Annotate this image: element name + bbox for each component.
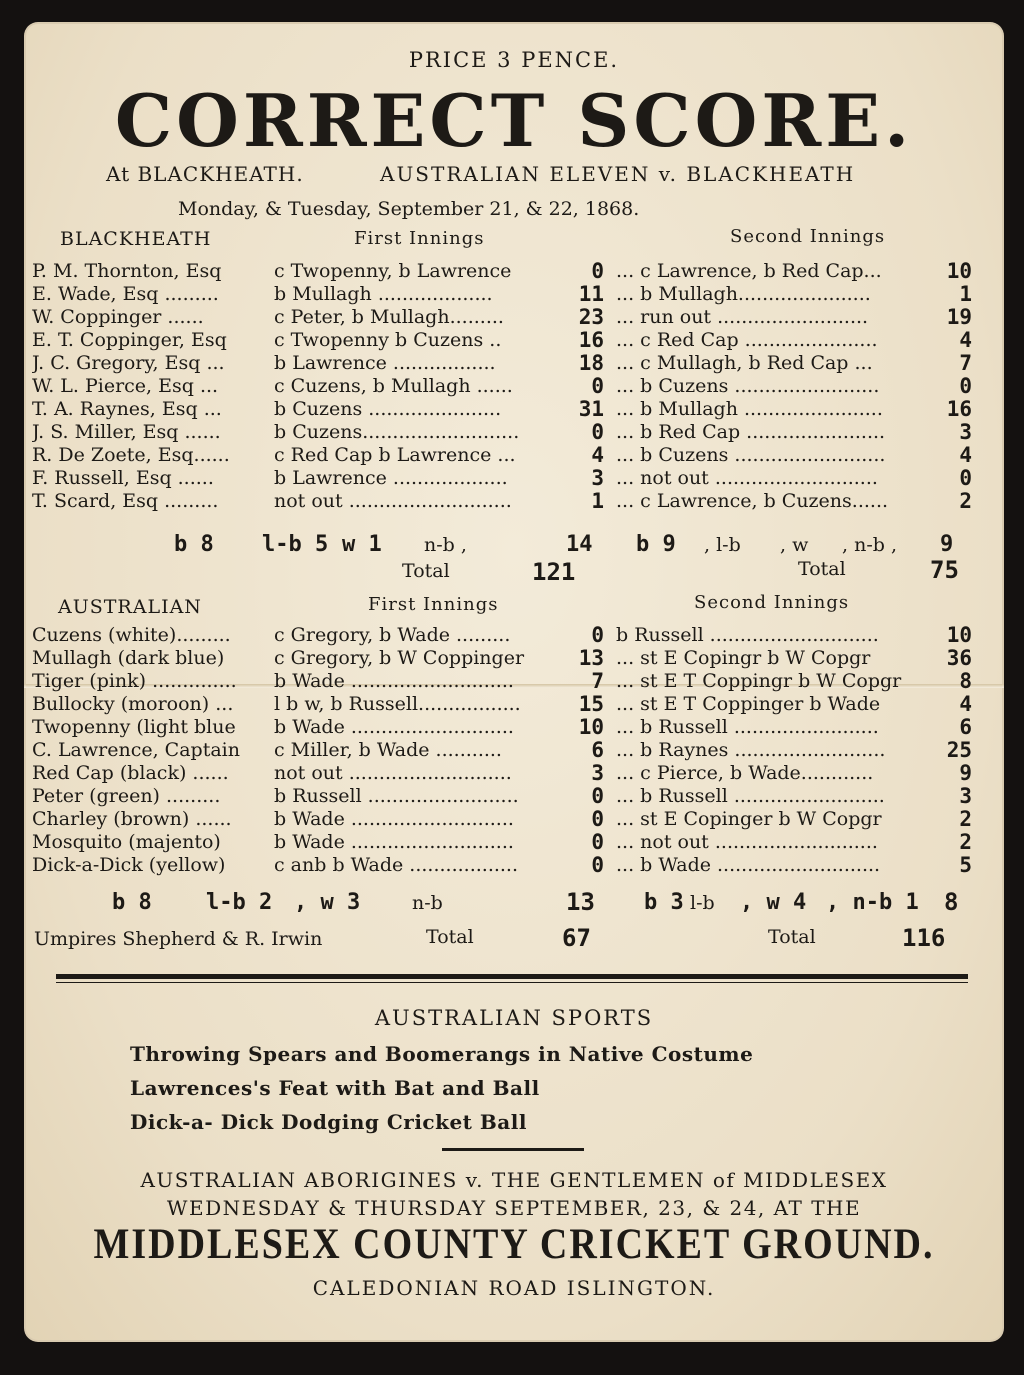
table-row [24,306,1004,329]
table-row [24,808,1004,831]
umpires-line: Umpires Shepherd & R. Irwin [34,928,323,950]
player-name: F. Russell, Esq ...... [32,467,214,489]
dismissal-first: b Wade ........................... [274,716,514,738]
table-row [24,283,1004,306]
aus-total-label-second: Total [768,926,816,948]
runs-second: 3 [959,421,972,444]
runs-first: 0 [591,785,604,808]
runs-first: 16 [578,329,604,352]
runs-second: 25 [946,739,972,762]
dismissal-first: b Mullagh ................... [274,283,493,305]
runs-second: 1 [959,283,972,306]
runs-second: 36 [946,647,972,670]
aus-extras-total-first: 13 [566,888,595,916]
second-innings-heading: Second Innings [730,226,886,247]
dismissal-first: c anb b Wade .................. [274,854,519,876]
runs-first: 0 [591,624,604,647]
runs-second: 0 [959,375,972,398]
dismissal-second: b Russell ............................ [616,624,879,646]
sport-item: Dick-a- Dick Dodging Cricket Ball [130,1110,527,1134]
player-name: Twopenny (light blue [32,716,236,738]
table-row [24,670,1004,693]
player-name: W. Coppinger ...... [32,306,204,328]
table-row [24,444,1004,467]
runs-second: 16 [946,398,972,421]
dismissal-first: b Cuzens.......................... [274,421,520,443]
sport-item: Lawrences's Feat with Bat and Ball [130,1076,540,1100]
dismissal-second: ... not out ........................... [616,467,878,489]
next-match-dates: WEDNESDAY & THURSDAY SEPTEMBER, 23, & 24, AT THE [166,1196,862,1220]
divider-thick [56,974,968,979]
australian-total-first: 67 [562,924,591,952]
dismissal-second: ... c Lawrence, b Cuzens...... [616,490,889,512]
dismissal-first: b Wade ........................... [274,831,514,853]
runs-second: 2 [959,490,972,513]
runs-first: 3 [591,467,604,490]
divider-short [442,1148,584,1151]
dismissal-first: b Cuzens ...................... [274,398,502,420]
player-name: W. L. Pierce, Esq ... [32,375,219,397]
dismissal-first: c Twopenny b Cuzens .. [274,329,502,351]
runs-first: 18 [578,352,604,375]
dismissal-first: not out ........................... [274,762,512,784]
table-row [24,421,1004,444]
player-name: P. M. Thornton, Esq [32,260,222,282]
extras-legbyes: l-b 5 [262,532,329,557]
runs-second: 5 [959,854,972,877]
runs-second: 4 [959,444,972,467]
table-row [24,375,1004,398]
runs-first: 0 [591,808,604,831]
dismissal-second: ... run out ......................... [616,306,869,328]
runs-first: 1 [591,490,604,513]
blackheath-total-second: 75 [930,556,959,584]
runs-first: 0 [591,831,604,854]
player-name: Bullocky (moroon) ... [32,693,234,715]
runs-second: 19 [946,306,972,329]
dismissal-first: l b w, b Russell................. [274,693,521,715]
main-title: CORRECT SCORE. [114,78,914,163]
aus-extras2-legbyes: l-b [690,892,715,914]
australian-total-second: 116 [902,924,946,952]
second-innings-heading-aus: Second Innings [694,592,850,613]
dismissal-second: ... b Cuzens ......................... [616,444,886,466]
dismissal-second: ... b Wade ........................... [616,854,881,876]
dismissal-second: ... st E Copinger b W Copgr [616,808,882,830]
runs-second: 2 [959,808,972,831]
table-row [24,352,1004,375]
player-name: R. De Zoete, Esq...... [32,444,230,466]
table-row [24,624,1004,647]
player-name: J. C. Gregory, Esq ... [32,352,225,374]
match-line: AUSTRALIAN ELEVEN v. BLACKHEATH [380,162,856,186]
player-name: J. S. Miller, Esq ...... [32,421,221,443]
dismissal-first: c Twopenny, b Lawrence [274,260,512,282]
table-row [24,647,1004,670]
runs-first: 0 [591,375,604,398]
table-row [24,716,1004,739]
ground-address: CALEDONIAN ROAD ISLINGTON. [312,1276,716,1300]
runs-second: 9 [959,762,972,785]
price-line: PRICE 3 PENCE. [408,48,620,72]
aus-extras-noballs: n-b [412,892,443,914]
dismissal-second: ... c Red Cap ...................... [616,329,878,351]
dismissal-first: b Lawrence ................... [274,467,508,489]
extras-total-first: 14 [566,532,593,557]
runs-first: 0 [591,854,604,877]
dismissal-first: c Cuzens, b Mullagh ...... [274,375,513,397]
table-row [24,831,1004,854]
player-name: T. Scard, Esq ......... [32,490,219,512]
runs-first: 4 [591,444,604,467]
runs-second: 7 [959,352,972,375]
dismissal-second: ... st E Copingr b W Copgr [616,647,871,669]
total-label-second: Total [798,558,846,580]
team-heading-blackheath: BLACKHEATH [60,228,212,250]
first-innings-heading: First Innings [354,228,485,249]
runs-first: 7 [591,670,604,693]
player-name: E. T. Coppinger, Esq [32,329,227,351]
player-name: C. Lawrence, Captain [32,739,240,761]
extras-wides: w 1 [342,532,382,557]
table-row [24,467,1004,490]
runs-first: 3 [591,762,604,785]
sports-heading: AUSTRALIAN SPORTS [374,1006,654,1030]
runs-first: 13 [578,647,604,670]
sport-item: Throwing Spears and Boomerangs in Native Costume [130,1042,754,1066]
runs-first: 0 [591,421,604,444]
table-row [24,260,1004,283]
table-row [24,490,1004,513]
dismissal-first: c Red Cap b Lawrence ... [274,444,516,466]
player-name: Mosquito (majento) [32,831,221,853]
dismissal-first: not out ........................... [274,490,512,512]
dismissal-first: c Gregory, b Wade ......... [274,624,511,646]
dismissal-second: ... st E T Coppinger b Wade [616,693,881,715]
runs-first: 15 [578,693,604,716]
runs-second: 8 [959,670,972,693]
blackheath-total-first: 121 [532,558,576,586]
dismissal-first: c Miller, b Wade ........... [274,739,502,761]
extras2-byes: b 9 [636,532,676,557]
runs-first: 11 [578,283,604,306]
player-name: Red Cap (black) ...... [32,762,229,784]
table-row [24,854,1004,877]
aus-extras2-noballs: , n-b 1 [826,890,919,915]
dismissal-second: ... b Russell ......................... [616,785,885,807]
dismissal-first: b Wade ........................... [274,670,514,692]
table-row [24,785,1004,808]
dismissal-second: ... c Lawrence, b Red Cap... [616,260,882,282]
runs-first: 23 [578,306,604,329]
aus-extras2-byes: b 3 [644,890,684,915]
dismissal-first: c Gregory, b W Coppinger [274,647,525,669]
runs-second: 10 [946,260,972,283]
table-row [24,693,1004,716]
dates-line: Monday, & Tuesday, September 21, & 22, 1868. [178,198,640,220]
player-name: E. Wade, Esq ......... [32,283,219,305]
dismissal-second: ... c Pierce, b Wade............ [616,762,874,784]
dismissal-second: ... c Mullagh, b Red Cap ... [616,352,873,374]
next-match-line: AUSTRALIAN ABORIGINES v. THE GENTLEMEN of MIDDLESEX [140,1168,888,1192]
extras-noballs: n-b , [424,534,467,556]
runs-second: 10 [946,624,972,647]
dismissal-first: b Lawrence ................. [274,352,496,374]
dismissal-second: ... b Cuzens ........................ [616,375,880,397]
venue-line: At BLACKHEATH. [106,162,304,186]
dismissal-second: ... b Raynes ......................... [616,739,886,761]
aus-extras-byes: b 8 [112,890,152,915]
ground-name: MIDDLESEX COUNTY CRICKET GROUND. [93,1219,935,1269]
table-row [24,329,1004,352]
runs-second: 3 [959,785,972,808]
dismissal-second: ... st E T Coppingr b W Copgr [616,670,902,692]
player-name: Mullagh (dark blue) [32,647,225,669]
player-name: Cuzens (white)......... [32,624,231,646]
player-name: Dick-a-Dick (yellow) [32,854,226,876]
player-name: Peter (green) ......... [32,785,221,807]
extras2-wides: , w [780,534,809,556]
dismissal-first: c Peter, b Mullagh......... [274,306,504,328]
player-name: Charley (brown) ...... [32,808,232,830]
runs-first: 0 [591,260,604,283]
extras2-legbyes: , l-b [704,534,741,556]
table-row [24,762,1004,785]
team-heading-australian: AUSTRALIAN [58,596,202,618]
runs-second: 2 [959,831,972,854]
runs-second: 4 [959,329,972,352]
scorecard [24,22,1004,1342]
runs-second: 4 [959,693,972,716]
extras-total-second: 9 [940,532,954,557]
aus-total-label-first: Total [426,926,474,948]
runs-second: 6 [959,716,972,739]
runs-first: 10 [578,716,604,739]
dismissal-second: ... not out ........................... [616,831,878,853]
extras2-noballs: , n-b , [842,534,897,556]
player-name: Tiger (pink) .............. [32,670,237,692]
aus-extras2-wides: , w 4 [740,890,807,915]
aus-extras-wides: , w 3 [294,890,361,915]
total-label-first: Total [402,560,450,582]
dismissal-second: ... b Mullagh...................... [616,283,871,305]
dismissal-second: ... b Russell ........................ [616,716,879,738]
dismissal-first: b Wade ........................... [274,808,514,830]
runs-first: 31 [578,398,604,421]
dismissal-first: b Russell ......................... [274,785,519,807]
dismissal-second: ... b Mullagh ....................... [616,398,883,420]
divider-thin [56,982,968,983]
dismissal-second: ... b Red Cap ....................... [616,421,886,443]
runs-second: 0 [959,467,972,490]
runs-first: 6 [591,739,604,762]
aus-extras-total-second: 8 [944,888,959,916]
extras-byes: b 8 [174,532,214,557]
table-row [24,739,1004,762]
first-innings-heading-aus: First Innings [368,594,499,615]
player-name: T. A. Raynes, Esq ... [32,398,222,420]
table-row [24,398,1004,421]
aus-extras-legbyes: l-b 2 [206,890,273,915]
